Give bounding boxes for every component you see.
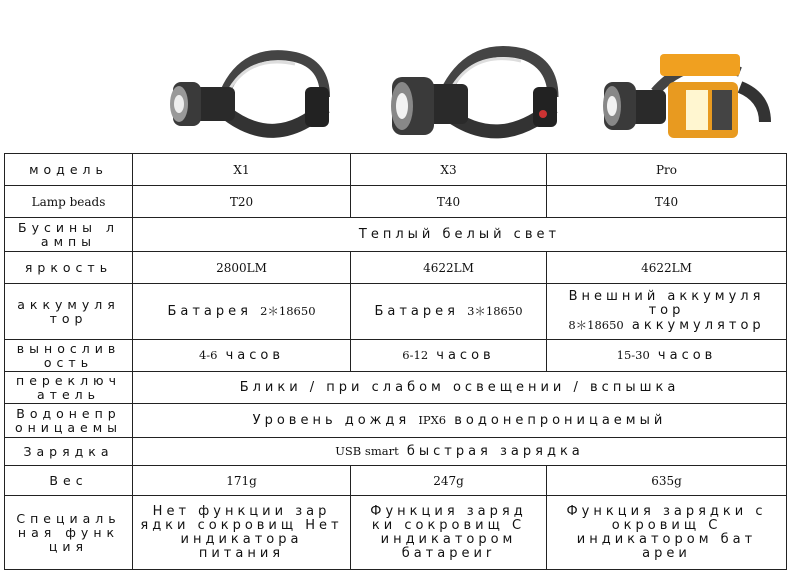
weight-x1: 171g (133, 466, 351, 496)
battery-x1: Батарея 2＊18650 (133, 284, 351, 340)
waterproof-value: Уровень дождя IPX6 водонепроницаемый (133, 404, 787, 438)
battery-x3: Батарея 3＊18650 (351, 284, 547, 340)
table-row (5, 186, 787, 218)
endurance-x3: 6-12 часов (351, 340, 547, 372)
charging-label: Зарядка (5, 438, 133, 466)
weight-label: Вес (5, 466, 133, 496)
special-label: Специаль ная функ ция (5, 496, 133, 570)
endurance-pro: 15-30 часов (547, 340, 787, 372)
weight-x3: 247g (351, 466, 547, 496)
battery-pro: Внешний аккумуля тор 8＊18650 аккумулятор (547, 284, 787, 340)
table-row (5, 438, 787, 466)
lamp-beads-pro: T40 (547, 186, 787, 218)
table-row (5, 404, 787, 438)
endurance-x1: 4-6 часов (133, 340, 351, 372)
table-row (5, 340, 787, 372)
table-row (5, 466, 787, 496)
table-row (5, 284, 787, 340)
product-images (0, 0, 790, 150)
table-row (5, 372, 787, 404)
lamp-color-value: Теплый белый свет (133, 218, 787, 252)
table-row (5, 496, 787, 570)
table-row (5, 252, 787, 284)
table-row (5, 154, 787, 186)
switch-value: Блики / при слабом освещении / вспышка (133, 372, 787, 404)
waterproof-label: Водонепр оницаемы (5, 404, 133, 438)
model-label: модель (5, 154, 133, 186)
headlamp-pro-image (600, 42, 775, 152)
special-pro: Функция зарядки с окровищ С индикатором бат ареи (547, 496, 787, 570)
model-pro: Pro (547, 154, 787, 186)
switch-label: переключ атель (5, 372, 133, 404)
lamp-beads-x3: T40 (351, 186, 547, 218)
spec-table (4, 153, 787, 570)
brightness-x1: 2800LM (133, 252, 351, 284)
special-x3: Функция заряд ки сокровищ С индикатором батареиr (351, 496, 547, 570)
lamp-beads-x1: T20 (133, 186, 351, 218)
charging-value: USB smart быстрая зарядка (133, 438, 787, 466)
lamp-beads-label: Lamp beads (5, 186, 133, 218)
headlamp-x1-image (165, 42, 340, 152)
battery-label: аккумуля тор (5, 284, 133, 340)
weight-pro: 635g (547, 466, 787, 496)
model-x3: X3 (351, 154, 547, 186)
headlamp-x3-image (388, 42, 563, 152)
model-x1: X1 (133, 154, 351, 186)
table-row (5, 218, 787, 252)
brightness-x3: 4622LM (351, 252, 547, 284)
endurance-label: вынослив ость (5, 340, 133, 372)
brightness-pro: 4622LM (547, 252, 787, 284)
brightness-label: яркость (5, 252, 133, 284)
lamp-color-label: Бусины л ампы (5, 218, 133, 252)
special-x1: Нет функции зар ядки сокровищ Нет индикатора питания (133, 496, 351, 570)
